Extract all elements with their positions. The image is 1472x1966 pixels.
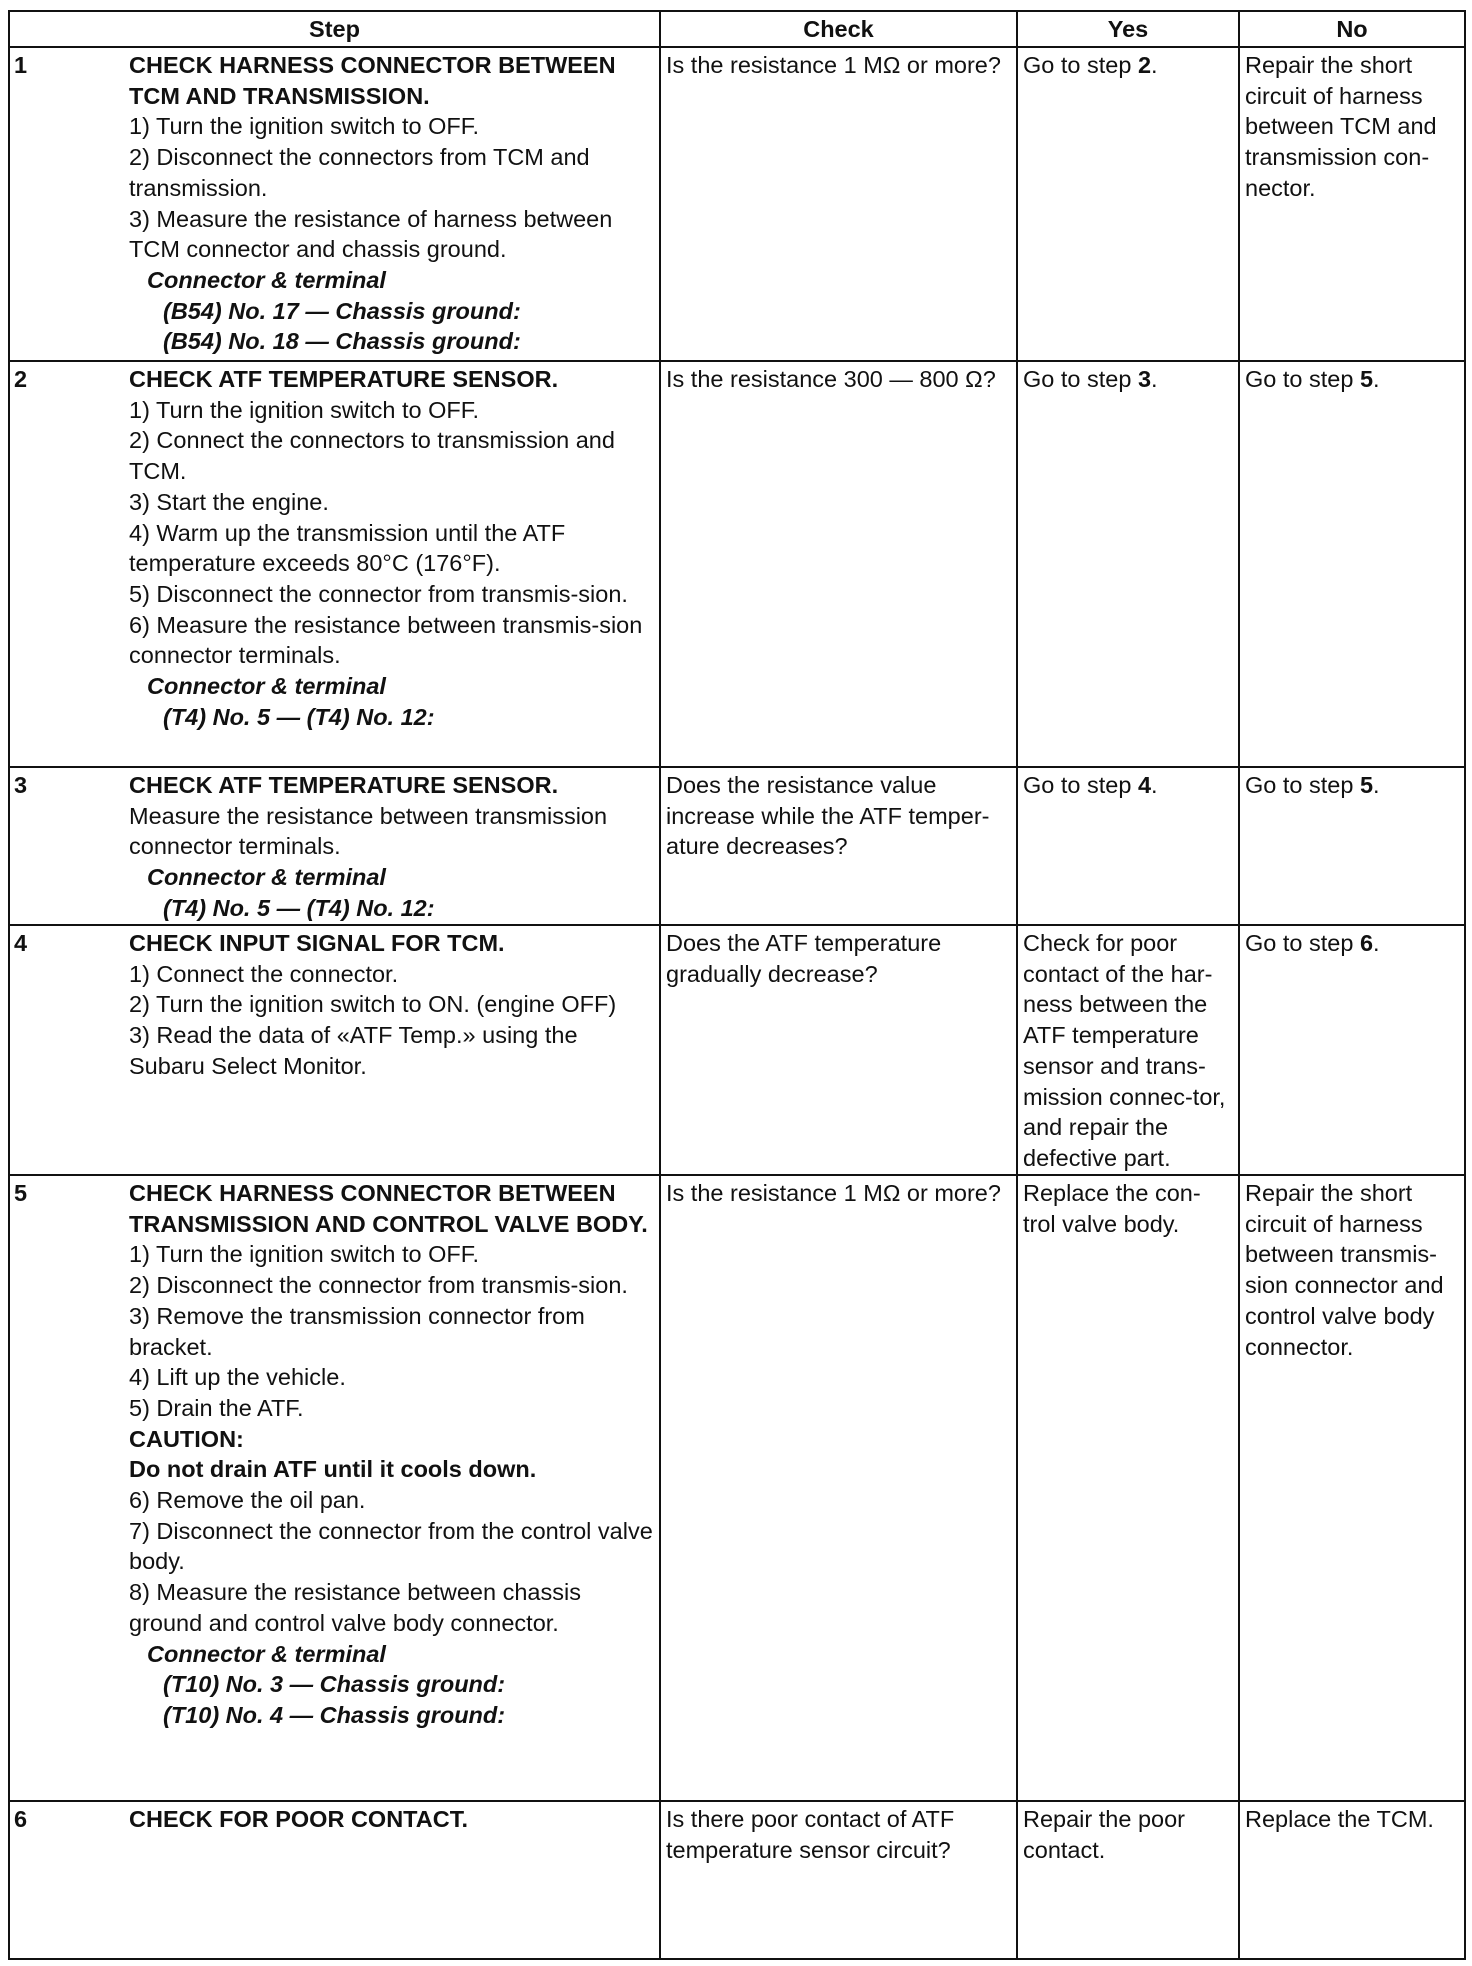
step-title: CHECK ATF TEMPERATURE SENSOR. (129, 772, 559, 798)
check-cell: Is the resistance 300 — 800 Ω? (660, 361, 1017, 767)
connector-terminal-heading: Connector & terminal (147, 266, 386, 293)
connector-terminal-line: (T4) No. 5 — (T4) No. 12: (163, 703, 435, 730)
step-line: 1) Turn the ignition switch to OFF. (129, 1241, 480, 1268)
no-cell: Repair the short circuit of harness between TCM and transmission con-nector. (1239, 47, 1465, 361)
yes-cell: Repair the poor contact. (1017, 1801, 1239, 1959)
step-title: CHECK FOR POOR CONTACT. (129, 1806, 469, 1832)
step-line: 5) Disconnect the connector from transmis-sion. (129, 580, 628, 607)
step-line: 7) Disconnect the connector from the control valve body. (129, 1517, 653, 1575)
step-line: 4) Lift up the vehicle. (129, 1364, 346, 1391)
yes-text: Go to step (1023, 772, 1138, 798)
step-line: 3) Remove the transmission connector from bracket. (129, 1302, 585, 1360)
yes-cell: Check for poor contact of the har-ness between the ATF temperature sensor and trans-mission connec-tor, and repair the defective part. (1017, 925, 1239, 1175)
yes-suffix: . (1151, 52, 1158, 78)
step-number: 3 (14, 772, 28, 798)
no-text: Go to step (1245, 772, 1360, 798)
step-line: 3) Start the engine. (129, 488, 329, 515)
step-line: 5) Drain the ATF. (129, 1394, 304, 1421)
no-cell: Repair the short circuit of harness between transmis-sion connector and control valve body connector. (1239, 1175, 1465, 1801)
yes-step-number: 2 (1137, 52, 1152, 78)
step-cell (9, 1801, 660, 1959)
step-line: 1) Connect the connector. (129, 960, 399, 987)
no-step-number: 5 (1359, 366, 1374, 392)
no-cell (1239, 361, 1465, 767)
step-line: 2) Disconnect the connectors from TCM and transmission. (129, 144, 590, 201)
table-row (9, 361, 1465, 767)
yes-step-number: 3 (1137, 366, 1152, 392)
step-line: 6) Remove the oil pan. (129, 1487, 366, 1514)
header-yes: Yes (1017, 11, 1239, 47)
connector-terminal-heading: Connector & terminal (147, 673, 386, 700)
connector-terminal-line: (B54) No. 18 — Chassis ground: (163, 328, 521, 355)
caution-text: Do not drain ATF until it cools down. (129, 1456, 537, 1483)
yes-cell (1017, 47, 1239, 361)
step-cell (9, 925, 660, 1175)
step-title: CHECK HARNESS CONNECTOR BETWEEN TCM AND TRANSMISSION. (129, 52, 616, 109)
step-line: 1) Turn the ignition switch to OFF. (129, 113, 480, 140)
table-row (9, 47, 1465, 361)
yes-suffix: . (1151, 772, 1158, 798)
connector-terminal-line: (T10) No. 3 — Chassis ground: (163, 1671, 506, 1698)
step-cell (9, 47, 660, 361)
step-line: 1) Turn the ignition switch to OFF. (129, 396, 480, 423)
yes-text: Go to step (1023, 52, 1138, 78)
yes-text: Go to step (1023, 366, 1138, 392)
step-number: 1 (14, 52, 28, 78)
no-text: Go to step (1245, 366, 1360, 392)
no-cell: Replace the TCM. (1239, 1801, 1465, 1959)
no-step-number: 6 (1359, 930, 1374, 956)
step-number: 4 (14, 930, 28, 956)
connector-terminal-line: (T4) No. 5 — (T4) No. 12: (163, 894, 435, 921)
step-line: 4) Warm up the transmission until the ATF temperature exceeds 80°C (176°F). (129, 519, 566, 577)
table-row (9, 925, 1465, 1175)
no-suffix: . (1373, 930, 1380, 956)
step-title: CHECK HARNESS CONNECTOR BETWEEN TRANSMISSION AND CONTROL VALVE BODY. (129, 1180, 648, 1237)
yes-step-number: 4 (1137, 772, 1152, 798)
step-number: 5 (14, 1180, 28, 1206)
connector-terminal-heading: Connector & terminal (147, 1640, 386, 1667)
table-row (9, 1175, 1465, 1801)
step-number: 6 (14, 1806, 28, 1832)
step-line: 2) Connect the connectors to transmission and TCM. (129, 427, 615, 485)
header-no: No (1239, 11, 1465, 47)
yes-cell (1017, 767, 1239, 925)
step-cell (9, 767, 660, 925)
step-line: 6) Measure the resistance between transmis-sion connector terminals. (129, 611, 643, 669)
no-cell (1239, 767, 1465, 925)
yes-suffix: . (1151, 366, 1158, 392)
step-line: 8) Measure the resistance between chassis ground and control valve body connector. (129, 1579, 581, 1636)
no-cell (1239, 925, 1465, 1175)
check-cell: Is the resistance 1 MΩ or more? (660, 47, 1017, 361)
check-cell: Is there poor contact of ATF temperature sensor circuit? (660, 1801, 1017, 1959)
connector-terminal-heading: Connector & terminal (147, 864, 386, 891)
caution-heading: CAUTION: (129, 1425, 244, 1452)
check-cell: Does the resistance value increase while the ATF temper-ature decreases? (660, 767, 1017, 925)
no-step-number: 5 (1359, 772, 1374, 798)
header-step: Step (9, 11, 660, 47)
step-line: 3) Measure the resistance of harness between TCM connector and chassis ground. (129, 205, 613, 263)
step-line: Measure the resistance between transmission connector terminals. (129, 802, 608, 860)
step-title: CHECK INPUT SIGNAL FOR TCM. (129, 930, 505, 956)
table-row (9, 767, 1465, 925)
header-row (9, 11, 1465, 47)
check-cell: Does the ATF temperature gradually decrease? (660, 925, 1017, 1175)
step-number: 2 (14, 366, 28, 392)
yes-cell (1017, 361, 1239, 767)
no-suffix: . (1373, 772, 1380, 798)
no-text: Go to step (1245, 930, 1360, 956)
step-line: 2) Turn the ignition switch to ON. (engine OFF) (129, 991, 617, 1018)
step-cell (9, 1175, 660, 1801)
no-suffix: . (1373, 366, 1380, 392)
connector-terminal-line: (T10) No. 4 — Chassis ground: (163, 1701, 506, 1728)
header-check: Check (660, 11, 1017, 47)
step-line: 2) Disconnect the connector from transmis-sion. (129, 1272, 628, 1299)
step-line: 3) Read the data of «ATF Temp.» using the Subaru Select Monitor. (129, 1022, 578, 1079)
step-title: CHECK ATF TEMPERATURE SENSOR. (129, 366, 559, 392)
check-cell: Is the resistance 1 MΩ or more? (660, 1175, 1017, 1801)
yes-cell: Replace the con-trol valve body. (1017, 1175, 1239, 1801)
diagnostic-table (8, 10, 1466, 1960)
table-row (9, 1801, 1465, 1959)
connector-terminal-line: (B54) No. 17 — Chassis ground: (163, 297, 521, 324)
step-cell (9, 361, 660, 767)
